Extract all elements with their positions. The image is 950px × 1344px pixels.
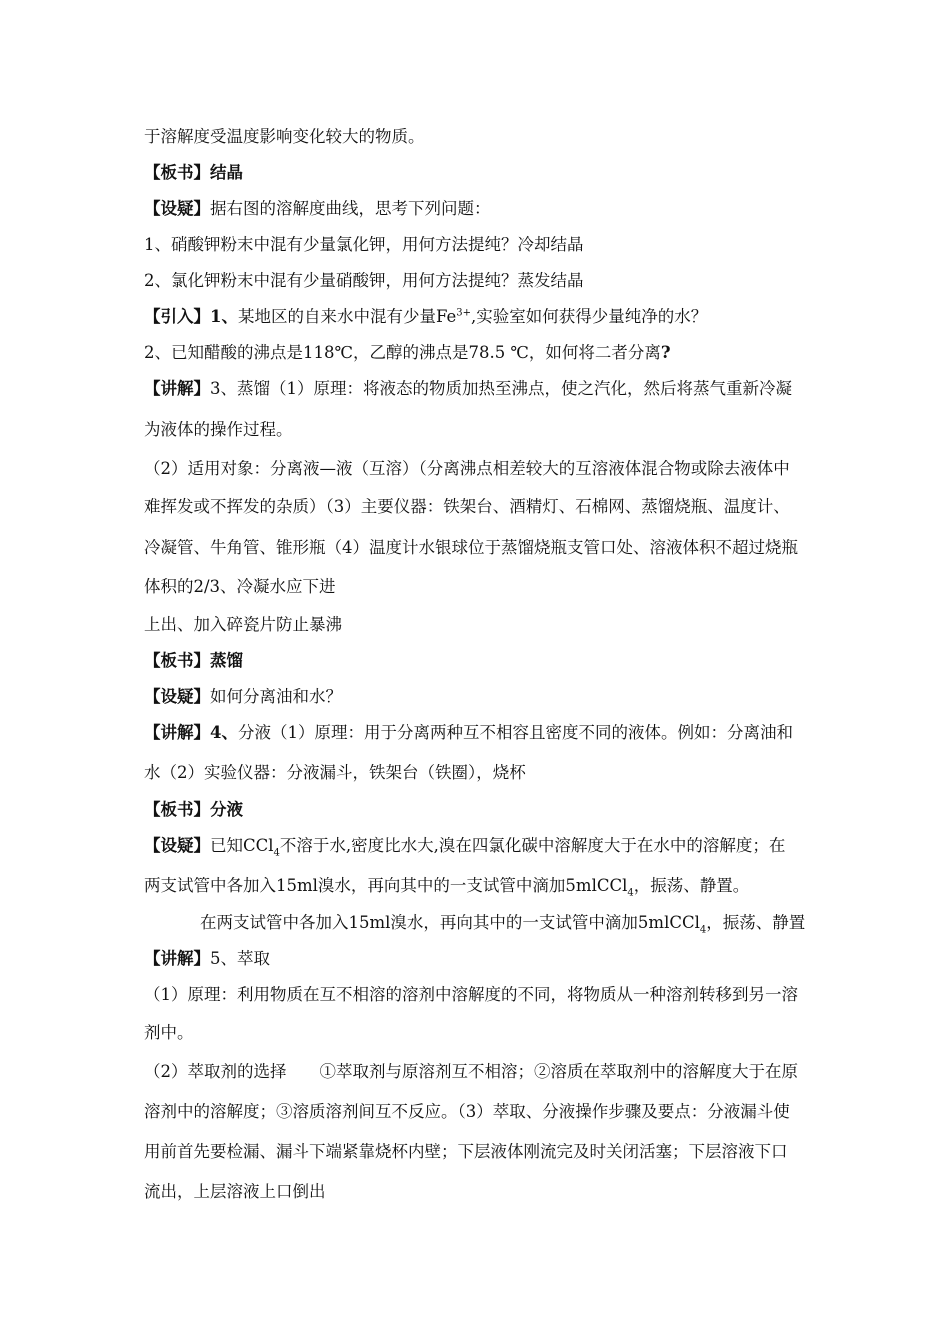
line-text: 据右图的溶解度曲线，思考下列问题： — [210, 199, 491, 218]
heading-text: 【板书】蒸馏 — [144, 651, 243, 670]
line-text: 上出、加入碎瓷片防止暴沸 — [144, 615, 342, 634]
section-tag: 【引入】1、 — [144, 307, 238, 326]
text-line — [144, 198, 491, 220]
line-text: 已知CCl — [210, 836, 274, 855]
text-line — [144, 875, 749, 897]
board-heading — [144, 162, 243, 184]
text-line — [144, 419, 293, 441]
line-text: 冷凝管、牛角管、锥形瓶（4）温度计水银球位于蒸馏烧瓶支管口处、溶液体积不超过烧瓶 — [144, 538, 798, 557]
line-text: 体积的2/3、冷凝水应下进 — [144, 577, 336, 596]
text-line — [144, 234, 584, 256]
line-text: 5、萃取 — [210, 949, 270, 968]
line-text: （2）萃取剂的选择 ①萃取剂与原溶剂互不相溶；②溶质在萃取剂中的溶解度大于在原 — [144, 1062, 798, 1081]
heading-text: 【板书】结晶 — [144, 163, 243, 182]
line-text: 流出，上层溶液上口倒出 — [144, 1182, 326, 1201]
text-line — [144, 1101, 790, 1123]
text-line — [144, 1061, 798, 1083]
text-line — [144, 835, 785, 857]
line-text: 于溶解度受温度影响变化较大的物质。 — [144, 127, 425, 146]
text-line — [144, 378, 792, 400]
line-text: 某地区的自来水中混有少量Fe — [237, 307, 457, 326]
section-tag: 【设疑】 — [144, 199, 210, 218]
line-text: 剂中。 — [144, 1023, 194, 1042]
subscript: 4 — [273, 847, 280, 859]
section-tag: 【讲解】4、 — [144, 723, 238, 742]
text-line — [144, 342, 671, 364]
text-line — [144, 458, 790, 480]
line-text: 难挥发或不挥发的杂质）（3）主要仪器：铁架台、酒精灯、石棉网、蒸馏烧瓶、温度计、 — [144, 497, 790, 516]
text-line — [144, 1022, 194, 1044]
line-text: （2）适用对象：分离液—液（互溶）（分离沸点相差较大的互溶液体混合物或除去液体中 — [144, 459, 790, 478]
text-line — [144, 614, 342, 636]
line-text: 分液（1）原理：用于分离两种互不相容且密度不同的液体。例如：分离油和 — [237, 723, 793, 742]
text-line — [144, 126, 425, 148]
line-text: 3、蒸馏（1）原理：将液态的物质加热至沸点，使之汽化，然后将蒸气重新冷凝 — [210, 379, 792, 398]
line-text: 2、氯化钾粉末中混有少量硝酸钾，用何方法提纯？蒸发结晶 — [144, 271, 584, 290]
text-line — [144, 496, 790, 518]
line-text: 如何分离油和水？ — [210, 687, 342, 706]
line-text: 两支试管中各加入15ml溴水，再向其中的一支试管中滴加5mlCCl — [144, 876, 628, 895]
text-line — [144, 1181, 326, 1203]
line-text: ，振荡、静置 — [706, 913, 806, 932]
line-text: ? — [660, 343, 671, 362]
text-line — [144, 306, 707, 328]
line-text: ，振荡、静置。 — [633, 876, 750, 895]
section-tag: 【设疑】 — [144, 687, 210, 706]
text-line — [144, 686, 342, 708]
board-heading — [144, 650, 243, 672]
text-line — [144, 576, 336, 598]
line-text: 水（2）实验仪器：分液漏斗，铁架台（铁圈），烧杯 — [144, 763, 526, 782]
text-line — [144, 722, 793, 744]
line-text: ,实验室如何获得少量纯净的水？ — [471, 307, 708, 326]
text-line — [144, 1141, 788, 1163]
line-text: （1）原理：利用物质在互不相溶的溶剂中溶解度的不同，将物质从一种溶剂转移到另一溶 — [144, 985, 798, 1004]
line-text: 不溶于水,密度比水大,溴在四氯化碳中溶解度大于在水中的溶解度；在 — [279, 836, 786, 855]
section-tag: 【讲解】 — [144, 949, 210, 968]
section-tag: 【讲解】 — [144, 379, 210, 398]
text-line — [144, 270, 584, 292]
board-heading — [144, 799, 243, 821]
line-text: 用前首先要检漏、漏斗下端紧靠烧杯内壁；下层液体刚流完及时关闭活塞；下层溶液下口 — [144, 1142, 788, 1161]
line-text: 为液体的操作过程。 — [144, 420, 293, 439]
text-line — [144, 948, 270, 970]
section-tag: 【设疑】 — [144, 836, 210, 855]
text-line — [200, 912, 805, 934]
subscript: 4 — [627, 887, 634, 899]
subscript: 4 — [699, 924, 707, 936]
text-line — [144, 984, 798, 1006]
text-line — [144, 762, 526, 784]
line-text: 溶剂中的溶解度；③溶质溶剂间互不反应。（3）萃取、分液操作步骤及要点：分液漏斗使 — [144, 1102, 790, 1121]
text-line — [144, 537, 798, 559]
line-text: 1、硝酸钾粉末中混有少量氯化钾，用何方法提纯？冷却结晶 — [144, 235, 584, 254]
line-text: 在两支试管中各加入15ml溴水，再向其中的一支试管中滴加5mlCCl — [200, 913, 700, 932]
superscript: 3+ — [456, 307, 472, 319]
line-text: 2、已知醋酸的沸点是118℃，乙醇的沸点是78.5 ℃，如何将二者分离 — [144, 343, 661, 362]
heading-text: 【板书】分液 — [144, 800, 243, 819]
